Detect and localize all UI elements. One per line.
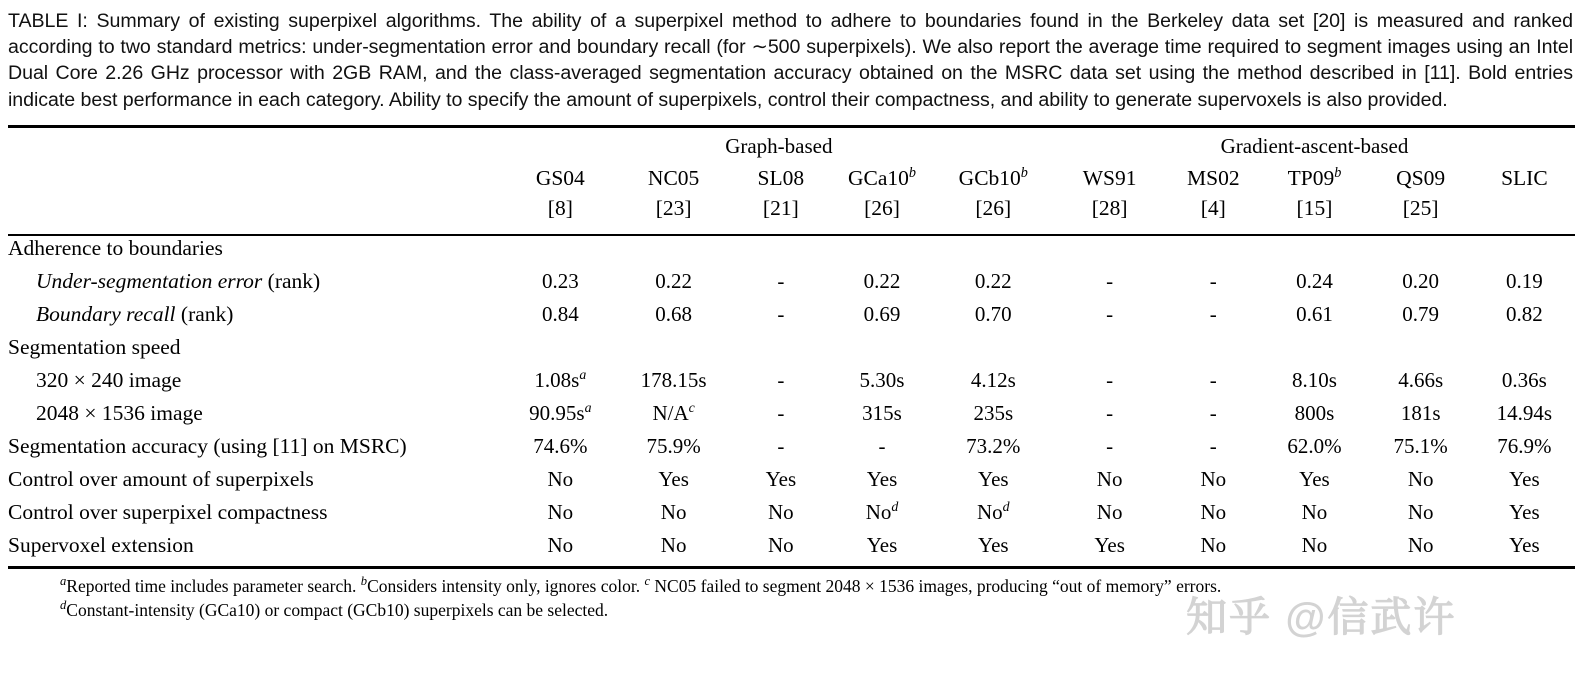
cell-segmentation-accuracy-using-11-on-msrc-ws91: -	[1106, 433, 1114, 458]
section-row-filler	[504, 335, 1575, 368]
cell-supervoxel-extension-qs09: No	[1407, 532, 1434, 557]
column-reference-row	[8, 196, 1575, 234]
cell-control-over-amount-of-superpixels-ms02: No	[1200, 466, 1227, 491]
cell-control-over-amount-of-superpixels-gcb10: Yes	[978, 466, 1009, 491]
cell-control-over-superpixel-compactness-gs04: No	[547, 499, 574, 524]
cell-2048-1536-image-tp09: 800s	[1294, 400, 1335, 425]
cell-2048-1536-image-gca10: 315s	[862, 400, 902, 425]
cell-under-segmentation-error-rank-sl08: -	[777, 268, 785, 293]
cell-control-over-amount-of-superpixels-sl08: Yes	[765, 466, 797, 491]
column-reference-spacer	[8, 196, 504, 234]
cell-segmentation-accuracy-using-11-on-msrc-ms02: -	[1209, 433, 1217, 458]
cell-segmentation-accuracy-using-11-on-msrc-gcb10: 73.2%	[966, 433, 1021, 458]
cell-control-over-superpixel-compactness-tp09: No	[1301, 499, 1328, 524]
cell-under-segmentation-error-rank-gca10: 0.22	[863, 268, 901, 293]
footnote-marker-a: a	[60, 573, 67, 588]
cell-2048-1536-image-ms02: -	[1209, 400, 1217, 425]
table-body	[8, 236, 1575, 566]
column-header-gca10: GCa10$^b$	[847, 164, 916, 190]
table-footnotes	[8, 569, 1575, 622]
cell-320-240-image-slic: 0.36s	[1501, 367, 1547, 392]
row-label-supervoxel-extension: Supervoxel extension	[8, 532, 194, 557]
footnote-marker-b: b	[908, 164, 916, 181]
cell-under-segmentation-error-rank-qs09: 0.20	[1402, 268, 1440, 293]
column-reference-gcb10: [26]	[975, 195, 1012, 220]
cell-supervoxel-extension-nc05: No	[660, 532, 687, 557]
cell-boundary-recall-rank-gs04: 0.84	[541, 301, 579, 326]
cell-control-over-amount-of-superpixels-slic: Yes	[1509, 466, 1540, 491]
table-section-row	[8, 236, 1575, 269]
column-reference-qs09: [25]	[1402, 195, 1439, 220]
footnote-marker-b: b	[1334, 164, 1342, 181]
row-label-control-over-amount-of-superpixels: Control over amount of superpixels	[8, 466, 314, 491]
cell-supervoxel-extension-sl08: No	[768, 532, 794, 557]
group-header-graph-based: Graph-based	[725, 133, 833, 158]
cell-boundary-recall-rank-ms02: -	[1209, 301, 1217, 326]
row-label-control-over-superpixel-compactness: Control over superpixel compactness	[8, 499, 328, 524]
cell-control-over-superpixel-compactness-sl08: No	[768, 499, 794, 524]
row-label-320-240-image: 320 × 240 image	[36, 367, 182, 392]
column-name-row	[8, 164, 1575, 196]
cell-under-segmentation-error-rank-slic: 0.19	[1506, 268, 1543, 293]
zhihu-watermark: 知乎 @信武许	[1186, 594, 1457, 640]
cell-under-segmentation-error-rank-nc05: 0.22	[655, 268, 692, 293]
column-header-gcb10: GCb10$^b$	[958, 164, 1028, 190]
table-caption: TABLE I: Summary of existing superpixel algorithms. The ability of a superpixel method to adhere to boundaries found in the Berkeley data set [20] is measured and ranked according to two standard metrics: under-segmentation error and boundary recall (for ∼500 superpixels). We also report the average time required to segment images using an Intel Dual Core 2.26 GHz processor with 2GB RAM, and the class-averaged segmentation accuracy obtained on the MSRC data set using the method described in [11]. Bold entries indicate best performance in each category. Ability to specify the amount of superpixels, control their compactness, and ability to generate supervoxels is also provided.	[8, 10, 1573, 111]
cell-supervoxel-extension-slic: Yes	[1509, 532, 1540, 557]
table-row	[8, 269, 1575, 302]
column-reference-sl08: [21]	[762, 195, 799, 220]
cell-320-240-image-gs04: $1.08s^a$	[534, 366, 587, 392]
cell-boundary-recall-rank-ws91: -	[1106, 301, 1114, 326]
group-header-row	[8, 128, 1575, 164]
table-row	[8, 500, 1575, 533]
cell-supervoxel-extension-tp09: No	[1301, 532, 1328, 557]
footnote-marker-a: a	[579, 366, 587, 382]
table-header	[8, 128, 1575, 234]
column-header-ms02: MS02	[1187, 165, 1240, 190]
footnote-line-2: $^d$Constant-intensity (GCa10) or compact (GCb10) superpixels can be selected.	[60, 597, 609, 620]
superpixel-comparison-table	[8, 128, 1575, 234]
row-label-2048-1536-image: 2048 × 1536 image	[36, 400, 203, 425]
row-label-adherence-to-boundaries: Adherence to boundaries	[8, 235, 223, 260]
column-reference-ms02: [4]	[1200, 195, 1226, 220]
column-reference-nc05: [23]	[655, 195, 692, 220]
cell-under-segmentation-error-rank-ws91: -	[1106, 268, 1114, 293]
cell-control-over-amount-of-superpixels-tp09: Yes	[1299, 466, 1330, 491]
table-row	[8, 302, 1575, 335]
cell-control-over-superpixel-compactness-slic: Yes	[1509, 499, 1540, 524]
column-reference-ws91: [28]	[1091, 195, 1128, 220]
footnote-marker-d: d	[60, 597, 67, 612]
cell-control-over-amount-of-superpixels-gca10: Yes	[866, 466, 898, 491]
cell-under-segmentation-error-rank-ms02: -	[1209, 268, 1217, 293]
cell-boundary-recall-rank-nc05: 0.68	[655, 301, 692, 326]
footnote-marker-a: a	[584, 399, 592, 415]
table-row	[8, 434, 1575, 467]
column-reference-gca10: [26]	[864, 195, 900, 220]
table-section-row	[8, 335, 1575, 368]
column-header-tp09: TP09$^b$	[1287, 164, 1342, 190]
cell-segmentation-accuracy-using-11-on-msrc-qs09: 75.1%	[1393, 433, 1448, 458]
footnote-marker-b: b	[360, 573, 368, 588]
column-reference-gs04: [8]	[547, 195, 573, 220]
cell-2048-1536-image-ws91: -	[1106, 400, 1114, 425]
cell-segmentation-accuracy-using-11-on-msrc-slic: 76.9%	[1497, 433, 1552, 458]
footnote-marker-b: b	[1020, 164, 1028, 181]
cell-supervoxel-extension-gs04: No	[547, 532, 574, 557]
cell-under-segmentation-error-rank-tp09: 0.24	[1296, 268, 1333, 293]
cell-boundary-recall-rank-qs09: 0.79	[1402, 301, 1440, 326]
cell-320-240-image-ms02: -	[1209, 367, 1217, 392]
column-header-ws91: WS91	[1082, 165, 1137, 190]
cell-320-240-image-gcb10: 4.12s	[970, 367, 1016, 392]
cell-control-over-superpixel-compactness-ws91: No	[1096, 499, 1123, 524]
cell-control-over-superpixel-compactness-ms02: No	[1200, 499, 1227, 524]
group-header-gradient-ascent-based: Gradient-ascent-based	[1220, 133, 1409, 158]
cell-2048-1536-image-sl08: -	[777, 400, 785, 425]
table-row	[8, 533, 1575, 566]
group-header-spacer	[8, 128, 504, 164]
footnote-line-1: $^a$Reported time includes parameter search. $^b$Considers intensity only, ignores color. $^c$ NC05 failed to segment 2048 × 1536 images, producing “out of memory” errors.	[60, 573, 1222, 596]
column-reference-tp09: [15]	[1296, 195, 1333, 220]
cell-supervoxel-extension-ms02: No	[1200, 532, 1227, 557]
column-reference-slic	[1474, 196, 1575, 234]
cell-control-over-superpixel-compactness-qs09: No	[1407, 499, 1434, 524]
cell-control-over-superpixel-compactness-nc05: No	[660, 499, 687, 524]
table-row	[8, 401, 1575, 434]
table-row	[8, 368, 1575, 401]
cell-boundary-recall-rank-tp09: 0.61	[1296, 301, 1333, 326]
column-header-sl08: SL08	[757, 165, 805, 190]
cell-2048-1536-image-nc05: $N/A^c$	[652, 399, 695, 425]
cell-control-over-amount-of-superpixels-nc05: Yes	[658, 466, 689, 491]
cell-boundary-recall-rank-slic: 0.82	[1506, 301, 1543, 326]
footnote-marker-c: c	[644, 573, 651, 588]
cell-segmentation-accuracy-using-11-on-msrc-tp09: 62.0%	[1287, 433, 1342, 458]
cell-2048-1536-image-gcb10: 235s	[973, 400, 1014, 425]
row-label-metric: Under-segmentation error	[36, 268, 263, 293]
row-label-segmentation-speed: Segmentation speed	[8, 334, 181, 359]
footnote-marker-c: c	[688, 399, 695, 415]
cell-under-segmentation-error-rank-gcb10: 0.22	[974, 268, 1012, 293]
cell-control-over-amount-of-superpixels-qs09: No	[1407, 466, 1434, 491]
cell-320-240-image-nc05: 178.15s	[640, 367, 707, 392]
cell-boundary-recall-rank-sl08: -	[777, 301, 785, 326]
cell-320-240-image-sl08: -	[777, 367, 785, 392]
cell-control-over-amount-of-superpixels-gs04: No	[547, 466, 574, 491]
table-row	[8, 467, 1575, 500]
cell-segmentation-accuracy-using-11-on-msrc-gca10: -	[878, 433, 886, 458]
cell-320-240-image-ws91: -	[1106, 367, 1114, 392]
cell-segmentation-accuracy-using-11-on-msrc-nc05: 75.9%	[646, 433, 701, 458]
row-label-under-segmentation-error-rank: Under-segmentation error (rank)	[36, 268, 321, 293]
cell-320-240-image-gca10: 5.30s	[859, 367, 905, 392]
cell-under-segmentation-error-rank-gs04: 0.23	[541, 268, 579, 293]
cell-2048-1536-image-qs09: 181s	[1400, 400, 1441, 425]
cell-supervoxel-extension-ws91: Yes	[1094, 532, 1125, 557]
cell-segmentation-accuracy-using-11-on-msrc-sl08: -	[777, 433, 785, 458]
cell-supervoxel-extension-gca10: Yes	[866, 532, 898, 557]
column-name-spacer	[8, 164, 504, 196]
column-header-qs09: QS09	[1396, 165, 1446, 190]
cell-segmentation-accuracy-using-11-on-msrc-gs04: 74.6%	[533, 433, 588, 458]
cell-control-over-amount-of-superpixels-ws91: No	[1096, 466, 1123, 491]
column-header-slic: SLIC	[1501, 165, 1548, 190]
cell-boundary-recall-rank-gca10: 0.69	[863, 301, 901, 326]
row-label-segmentation-accuracy-using-11-on-msrc: Segmentation accuracy (using [11] on MSRC)	[8, 433, 407, 458]
cell-2048-1536-image-gs04: $90.95s^a$	[529, 399, 592, 425]
cell-320-240-image-qs09: 4.66s	[1398, 367, 1444, 392]
cell-supervoxel-extension-gcb10: Yes	[978, 532, 1009, 557]
column-header-gs04: GS04	[535, 165, 585, 190]
footnote-marker-d: d	[1002, 498, 1010, 514]
footnote-marker-d: d	[891, 498, 899, 514]
section-row-filler	[504, 236, 1575, 269]
column-header-nc05: NC05	[647, 165, 700, 190]
row-label-metric: Boundary recall	[36, 301, 176, 326]
cell-control-over-superpixel-compactness-gcb10: No$^d$	[976, 498, 1010, 524]
cell-320-240-image-tp09: 8.10s	[1291, 367, 1337, 392]
cell-control-over-superpixel-compactness-gca10: No$^d$	[865, 498, 899, 524]
cell-2048-1536-image-slic: 14.94s	[1496, 400, 1553, 425]
row-label-boundary-recall-rank: Boundary recall (rank)	[36, 301, 234, 326]
cell-boundary-recall-rank-gcb10: 0.70	[974, 301, 1012, 326]
